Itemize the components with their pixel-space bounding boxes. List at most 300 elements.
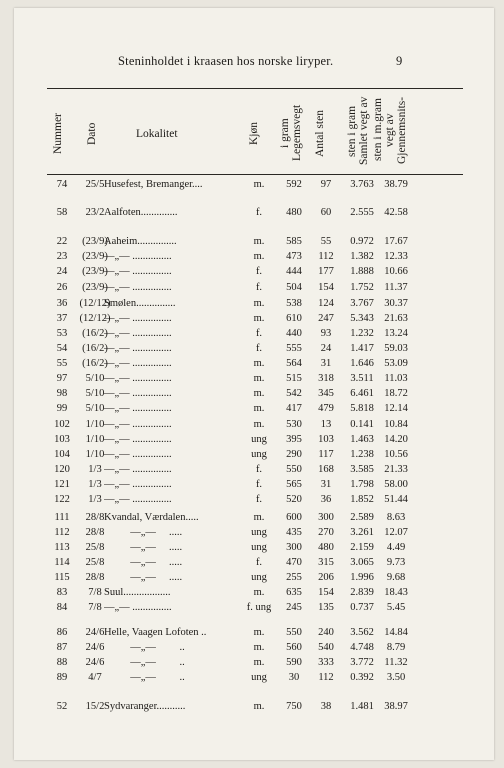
cell-nummer: 120 (54, 464, 70, 475)
cell-kjon: f. (255, 328, 263, 339)
cell-gjennemsnit: 38.97 (384, 701, 408, 712)
cell-dato: 1/10 (85, 434, 105, 445)
cell-antal: 300 (318, 512, 334, 523)
cell-legemsvegt: 550 (286, 464, 302, 475)
cell-lokalitet: —„— ............... (104, 449, 172, 460)
cell-dato: (23/9) (82, 266, 108, 277)
col-header-samlet: Samlet vegt av sten i gram (346, 96, 370, 166)
cell-samlet: 3.562 (350, 627, 374, 638)
cell-nummer: 122 (54, 494, 70, 505)
cell-lokalitet: —„— ............... (104, 464, 172, 475)
cell-antal: 270 (318, 527, 334, 538)
cell-kjon: m. (253, 701, 265, 712)
table-row (14, 433, 494, 447)
table-row (14, 493, 494, 507)
cell-legemsvegt: 395 (286, 434, 302, 445)
cell-lokalitet: —„— ............... (104, 494, 172, 505)
cell-kjon: ung (251, 449, 267, 460)
cell-antal: 318 (318, 373, 334, 384)
cell-samlet: 3.261 (350, 527, 374, 538)
cell-nummer: 104 (54, 449, 70, 460)
cell-gjennemsnit: 18.72 (384, 388, 408, 399)
cell-kjon: m. (253, 251, 265, 262)
cell-legemsvegt: 750 (286, 701, 302, 712)
cell-nummer: 87 (56, 642, 68, 653)
cell-gjennemsnit: 11.32 (384, 657, 408, 668)
cell-kjon: ung (251, 527, 267, 538)
cell-dato: 28/8 (85, 572, 105, 583)
cell-nummer: 83 (56, 587, 68, 598)
cell-gjennemsnit: 12.14 (384, 403, 408, 414)
cell-kjon: m. (253, 403, 265, 414)
table-row (14, 327, 494, 341)
table-header-rule (47, 174, 463, 175)
cell-dato: 7/8 (88, 587, 102, 598)
cell-lokalitet: Kvandal, Værdalen..... (104, 512, 199, 523)
cell-dato: 1/10 (85, 449, 105, 460)
table-row (14, 387, 494, 401)
cell-gjennemsnit: 9.73 (386, 557, 406, 568)
col-header-legemsvegt: Legemsvegt i gram (279, 104, 303, 162)
cell-antal: 24 (320, 343, 332, 354)
cell-legemsvegt: 255 (286, 572, 302, 583)
cell-gjennemsnit: 42.58 (384, 207, 408, 218)
table-row (14, 601, 494, 615)
cell-legemsvegt: 473 (286, 251, 302, 262)
cell-samlet: 1.852 (350, 494, 374, 505)
cell-kjon: m. (253, 642, 265, 653)
cell-dato: (12/12) (79, 313, 111, 324)
cell-lokalitet: Sydvaranger........... (104, 701, 186, 712)
cell-antal: 315 (318, 557, 334, 568)
cell-samlet: 1.798 (350, 479, 374, 490)
cell-antal: 124 (318, 298, 334, 309)
cell-lokalitet: —„— ............... (104, 328, 172, 339)
cell-dato: (23/9) (82, 282, 108, 293)
cell-nummer: 37 (56, 313, 68, 324)
cell-nummer: 102 (54, 419, 70, 430)
cell-dato: 1/3 (88, 479, 102, 490)
cell-nummer: 89 (56, 672, 68, 683)
cell-antal: 112 (318, 251, 334, 262)
cell-antal: 97 (320, 179, 332, 190)
cell-lokalitet: —„— ..... (104, 557, 183, 568)
cell-nummer: 36 (56, 298, 68, 309)
cell-antal: 135 (318, 602, 334, 613)
cell-samlet: 0.737 (350, 602, 374, 613)
cell-antal: 168 (318, 464, 334, 475)
cell-antal: 60 (320, 207, 332, 218)
col-header-antal: Antal sten (314, 110, 326, 158)
cell-nummer: 54 (56, 343, 68, 354)
cell-samlet: 0.972 (350, 236, 374, 247)
cell-nummer: 98 (56, 388, 68, 399)
cell-nummer: 103 (54, 434, 70, 445)
table-row (14, 312, 494, 326)
cell-dato: 5/10 (85, 403, 105, 414)
cell-dato: 1/10 (85, 419, 105, 430)
cell-antal: 154 (318, 587, 334, 598)
cell-samlet: 6.461 (350, 388, 374, 399)
cell-kjon: m. (253, 587, 265, 598)
cell-dato: 25/5 (85, 179, 105, 190)
cell-legemsvegt: 30 (288, 672, 300, 683)
cell-gjennemsnit: 12.33 (384, 251, 408, 262)
cell-gjennemsnit: 51.44 (384, 494, 408, 505)
table-row (14, 342, 494, 356)
cell-samlet: 4.748 (350, 642, 374, 653)
cell-nummer: 23 (56, 251, 68, 262)
cell-lokalitet: —„— ............... (104, 282, 172, 293)
cell-legemsvegt: 290 (286, 449, 302, 460)
cell-antal: 240 (318, 627, 334, 638)
cell-legemsvegt: 564 (286, 358, 302, 369)
cell-antal: 333 (318, 657, 334, 668)
cell-gjennemsnit: 8.79 (386, 642, 406, 653)
cell-lokalitet: —„— ............... (104, 343, 172, 354)
cell-dato: 25/8 (85, 542, 105, 553)
cell-samlet: 3.772 (350, 657, 374, 668)
cell-gjennemsnit: 14.84 (384, 627, 408, 638)
table-row (14, 571, 494, 585)
cell-dato: 24/6 (85, 657, 105, 668)
cell-legemsvegt: 565 (286, 479, 302, 490)
col-header-nummer: Nummer (52, 113, 64, 155)
table-row (14, 250, 494, 264)
cell-nummer: 58 (56, 207, 68, 218)
cell-kjon: m. (253, 313, 265, 324)
cell-gjennemsnit: 9.68 (386, 572, 406, 583)
cell-samlet: 0.141 (350, 419, 374, 430)
cell-kjon: ung (251, 572, 267, 583)
col-header-gjennemsnit: Gjennemsnits- vegt av sten i m.gram (372, 96, 408, 164)
cell-dato: (12/12) (79, 298, 111, 309)
cell-samlet: 1.463 (350, 434, 374, 445)
cell-legemsvegt: 635 (286, 587, 302, 598)
cell-dato: 5/10 (85, 388, 105, 399)
cell-dato: (16/2) (82, 343, 108, 354)
cell-antal: 154 (318, 282, 334, 293)
cell-legemsvegt: 550 (286, 627, 302, 638)
cell-dato: 24/6 (85, 627, 105, 638)
cell-antal: 206 (318, 572, 334, 583)
cell-legemsvegt: 515 (286, 373, 302, 384)
cell-gjennemsnit: 17.67 (384, 236, 408, 247)
cell-samlet: 1.481 (350, 701, 374, 712)
table-row (14, 463, 494, 477)
cell-kjon: m. (253, 419, 265, 430)
cell-legemsvegt: 592 (286, 179, 302, 190)
cell-antal: 13 (320, 419, 332, 430)
table-row (14, 626, 494, 640)
cell-gjennemsnit: 59.03 (384, 343, 408, 354)
cell-legemsvegt: 520 (286, 494, 302, 505)
cell-samlet: 3.767 (350, 298, 374, 309)
cell-samlet: 3.585 (350, 464, 374, 475)
cell-gjennemsnit: 8.63 (386, 512, 406, 523)
cell-antal: 480 (318, 542, 334, 553)
running-title: Steninholdet i kraasen hos norske liryper. (118, 54, 334, 68)
cell-kjon: m. (253, 236, 265, 247)
cell-gjennemsnit: 14.20 (384, 434, 408, 445)
cell-kjon: m. (253, 627, 265, 638)
table-row (14, 641, 494, 655)
cell-nummer: 53 (56, 328, 68, 339)
cell-gjennemsnit: 13.24 (384, 328, 408, 339)
cell-samlet: 2.555 (350, 207, 374, 218)
cell-nummer: 26 (56, 282, 68, 293)
cell-gjennemsnit: 5.45 (386, 602, 406, 613)
book-page (14, 8, 494, 760)
cell-nummer: 55 (56, 358, 68, 369)
table-row (14, 357, 494, 371)
cell-antal: 93 (320, 328, 332, 339)
cell-legemsvegt: 300 (286, 542, 302, 553)
cell-kjon: f. (255, 479, 263, 490)
cell-kjon: f. (255, 464, 263, 475)
cell-kjon: m. (253, 358, 265, 369)
cell-kjon: f. (255, 207, 263, 218)
cell-dato: (23/9) (82, 251, 108, 262)
cell-dato: 28/8 (85, 512, 105, 523)
cell-kjon: m. (253, 373, 265, 384)
cell-dato: 25/8 (85, 557, 105, 568)
cell-legemsvegt: 440 (286, 328, 302, 339)
cell-kjon: f. ung (246, 602, 272, 613)
cell-lokalitet: —„— .. (104, 657, 185, 668)
col-header-lokalitet: Lokalitet (136, 128, 178, 140)
cell-kjon: f. (255, 494, 263, 505)
table-row (14, 418, 494, 432)
cell-antal: 345 (318, 388, 334, 399)
table-row (14, 478, 494, 492)
cell-legemsvegt: 590 (286, 657, 302, 668)
cell-samlet: 5.343 (350, 313, 374, 324)
cell-samlet: 2.589 (350, 512, 374, 523)
cell-gjennemsnit: 3.50 (386, 672, 406, 683)
cell-nummer: 84 (56, 602, 68, 613)
cell-antal: 112 (318, 672, 334, 683)
cell-antal: 177 (318, 266, 334, 277)
cell-lokalitet: —„— ............... (104, 434, 172, 445)
cell-lokalitet: Helle, Vaagen Lofoten .. (104, 627, 207, 638)
cell-kjon: f. (255, 266, 263, 277)
cell-samlet: 1.888 (350, 266, 374, 277)
cell-dato: 1/3 (88, 494, 102, 505)
cell-dato: 7/8 (88, 602, 102, 613)
cell-samlet: 3.511 (350, 373, 374, 384)
cell-lokalitet: —„— ..... (104, 527, 183, 538)
cell-gjennemsnit: 4.49 (386, 542, 406, 553)
cell-samlet: 2.839 (350, 587, 374, 598)
cell-kjon: f. (255, 557, 263, 568)
cell-nummer: 86 (56, 627, 68, 638)
table-row (14, 511, 494, 525)
table-row (14, 178, 494, 192)
cell-legemsvegt: 555 (286, 343, 302, 354)
cell-kjon: ung (251, 672, 267, 683)
cell-gjennemsnit: 53.09 (384, 358, 408, 369)
col-header-kjon: Kjøn (248, 122, 260, 146)
page-number: 9 (396, 54, 403, 68)
table-row (14, 402, 494, 416)
cell-antal: 55 (320, 236, 332, 247)
cell-gjennemsnit: 30.37 (384, 298, 408, 309)
cell-legemsvegt: 530 (286, 419, 302, 430)
cell-lokalitet: —„— ............... (104, 419, 172, 430)
cell-gjennemsnit: 18.43 (384, 587, 408, 598)
cell-kjon: f. (255, 282, 263, 293)
cell-samlet: 1.996 (350, 572, 374, 583)
cell-lokalitet: —„— ..... (104, 542, 183, 553)
cell-legemsvegt: 600 (286, 512, 302, 523)
cell-legemsvegt: 538 (286, 298, 302, 309)
cell-lokalitet: —„— ............... (104, 313, 172, 324)
cell-nummer: 113 (54, 542, 70, 553)
table-row (14, 556, 494, 570)
cell-nummer: 88 (56, 657, 68, 668)
cell-nummer: 99 (56, 403, 68, 414)
table-row (14, 700, 494, 714)
cell-lokalitet: Aalfoten.............. (104, 207, 178, 218)
cell-legemsvegt: 585 (286, 236, 302, 247)
cell-lokalitet: —„— ............... (104, 479, 172, 490)
cell-lokalitet: Suul.................. (104, 587, 171, 598)
cell-lokalitet: Husefest, Bremanger.... (104, 179, 203, 190)
cell-kjon: ung (251, 434, 267, 445)
cell-antal: 479 (318, 403, 334, 414)
cell-dato: 1/3 (88, 464, 102, 475)
cell-antal: 31 (320, 358, 332, 369)
cell-gjennemsnit: 10.56 (384, 449, 408, 460)
cell-nummer: 114 (54, 557, 70, 568)
col-header-dato: Dato (86, 122, 98, 146)
cell-legemsvegt: 470 (286, 557, 302, 568)
cell-lokalitet: —„— ............... (104, 602, 172, 613)
cell-samlet: 2.159 (350, 542, 374, 553)
cell-lokalitet: —„— ............... (104, 251, 172, 262)
cell-dato: (16/2) (82, 328, 108, 339)
cell-nummer: 22 (56, 236, 68, 247)
cell-lokalitet: —„— ..... (104, 572, 183, 583)
cell-lokalitet: —„— ............... (104, 403, 172, 414)
cell-kjon: m. (253, 657, 265, 668)
cell-gjennemsnit: 10.84 (384, 419, 408, 430)
cell-kjon: m. (253, 388, 265, 399)
cell-gjennemsnit: 11.37 (384, 282, 408, 293)
cell-legemsvegt: 504 (286, 282, 302, 293)
cell-antal: 36 (320, 494, 332, 505)
cell-dato: (23/9) (82, 236, 108, 247)
table-row (14, 541, 494, 555)
cell-samlet: 3.065 (350, 557, 374, 568)
cell-dato: 5/10 (85, 373, 105, 384)
cell-lokalitet: —„— ............... (104, 388, 172, 399)
cell-samlet: 3.763 (350, 179, 374, 190)
cell-kjon: ung (251, 542, 267, 553)
cell-dato: 4/7 (88, 672, 102, 683)
cell-samlet: 1.646 (350, 358, 374, 369)
cell-dato: 15/2 (85, 701, 105, 712)
cell-lokalitet: —„— ............... (104, 266, 172, 277)
cell-antal: 103 (318, 434, 334, 445)
cell-legemsvegt: 444 (286, 266, 302, 277)
table-row (14, 372, 494, 386)
cell-legemsvegt: 435 (286, 527, 302, 538)
table-row (14, 235, 494, 249)
cell-samlet: 1.238 (350, 449, 374, 460)
cell-kjon: m. (253, 512, 265, 523)
cell-legemsvegt: 560 (286, 642, 302, 653)
table-row (14, 448, 494, 462)
cell-antal: 38 (320, 701, 332, 712)
cell-gjennemsnit: 12.07 (384, 527, 408, 538)
cell-legemsvegt: 542 (286, 388, 302, 399)
cell-dato: (16/2) (82, 358, 108, 369)
cell-legemsvegt: 480 (286, 207, 302, 218)
cell-dato: 24/6 (85, 642, 105, 653)
table-row (14, 671, 494, 685)
cell-nummer: 24 (56, 266, 68, 277)
cell-gjennemsnit: 58.00 (384, 479, 408, 490)
table-row (14, 586, 494, 600)
cell-nummer: 115 (54, 572, 70, 583)
cell-nummer: 97 (56, 373, 68, 384)
cell-lokalitet: —„— .. (104, 642, 185, 653)
cell-samlet: 0.392 (350, 672, 374, 683)
cell-lokalitet: —„— ............... (104, 358, 172, 369)
table-row (14, 206, 494, 220)
table-row (14, 265, 494, 279)
cell-nummer: 121 (54, 479, 70, 490)
cell-gjennemsnit: 11.03 (384, 373, 408, 384)
table-row (14, 297, 494, 311)
cell-lokalitet: Smølen............... (104, 298, 176, 309)
cell-gjennemsnit: 10.66 (384, 266, 408, 277)
cell-nummer: 52 (56, 701, 68, 712)
cell-nummer: 111 (54, 512, 70, 523)
cell-kjon: m. (253, 179, 265, 190)
cell-kjon: f. (255, 343, 263, 354)
cell-lokalitet: —„— ............... (104, 373, 172, 384)
table-row (14, 526, 494, 540)
cell-samlet: 1.382 (350, 251, 374, 262)
cell-dato: 28/8 (85, 527, 105, 538)
cell-legemsvegt: 417 (286, 403, 302, 414)
cell-antal: 247 (318, 313, 334, 324)
table-row (14, 656, 494, 670)
cell-lokalitet: —„— .. (104, 672, 185, 683)
cell-samlet: 1.752 (350, 282, 374, 293)
cell-legemsvegt: 610 (286, 313, 302, 324)
cell-dato: 23/2 (85, 207, 105, 218)
cell-antal: 117 (318, 449, 334, 460)
cell-gjennemsnit: 38.79 (384, 179, 408, 190)
cell-antal: 31 (320, 479, 332, 490)
cell-legemsvegt: 245 (286, 602, 302, 613)
cell-antal: 540 (318, 642, 334, 653)
cell-lokalitet: Aaheim............... (104, 236, 177, 247)
cell-nummer: 112 (54, 527, 70, 538)
cell-samlet: 5.818 (350, 403, 374, 414)
cell-gjennemsnit: 21.33 (384, 464, 408, 475)
cell-samlet: 1.417 (350, 343, 374, 354)
cell-kjon: m. (253, 298, 265, 309)
cell-gjennemsnit: 21.63 (384, 313, 408, 324)
cell-samlet: 1.232 (350, 328, 374, 339)
cell-nummer: 74 (56, 179, 68, 190)
table-row (14, 281, 494, 295)
